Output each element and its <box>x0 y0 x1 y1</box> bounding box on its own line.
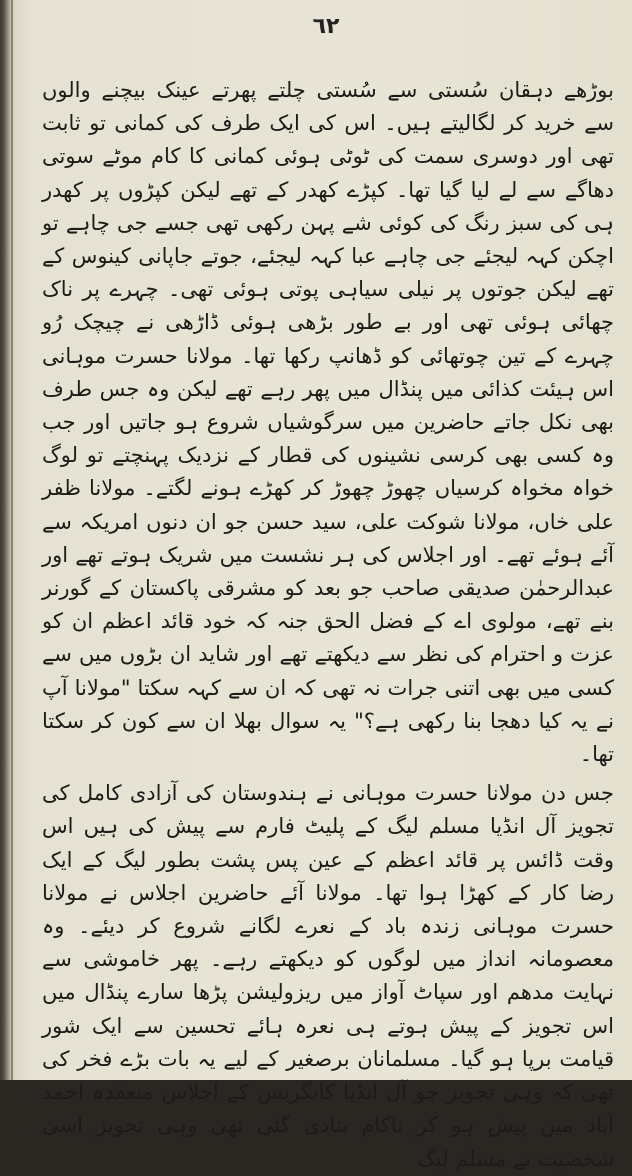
book-page <box>30 12 622 1171</box>
paragraph-1: بوڑھے دہقان سُستی سے سُستی چلتے پھرتے عینک بیچنے والوں سے خرید کر لگالیتے ہیں۔ اس کی ایک طرف کی کمانی تو ثابت تھی اور دوسری سمت کی ٹوٹی ہوئی کمانی کا کام موٹے سوتی دھاگے سے لے لیا گیا تھا۔ کپڑے کھدر کے تھے لیکن کپڑوں پر کھدر ہی کی سبز رنگ کی کوئی شے پہن رکھی تھی جسے جی چاہے تو اچکن کہہ لیجئے جی چاہے عبا کہہ لیجئے، جوتے جاپانی کینوس کے تھے لیکن جوتوں پر نیلی سیاہی پوتی ہوئی تھی۔ چہرے پر ناک چھائی ہوئی تھی اور بے طور بڑھی ہوئی ڈاڑھی نے چیچک رُو چہرے کے تین چوتھائی کو ڈھانپ رکھا تھا۔ مولانا حسرت موہانی اس ہیئت کذائی میں پنڈال میں پھر رہے تھے لیکن وہ جس طرف بھی نکل جاتے حاضرین میں سرگوشیاں شروع ہو جاتیں اور جب وہ کسی بھی کرسی نشینوں کی قطار کے نزدیک پہنچتے تو لوگ خواہ مخواہ کرسیاں چھوڑ چھوڑ کر کھڑے ہونے لگتے۔ مولانا ظفر علی خاں، مولانا شوکت علی، سید حسن جو ان دنوں امریکہ سے آئے ہوئے تھے۔ اور اجلاس کی ہر نشست میں شریک ہوتے تھے اور عبدالرحمٰن صدیقی صاحب جو بعد کو مشرقی پاکستان کے گورنر بنے تھے، مولوی اے کے فضل الحق جنہ کہ خود قائد اعظم ان کو عزت و احترام کی نظر سے دیکھتے تھے اور شاید ان بڑوں میں سے کسی میں بھی اتنی جرات نہ تھی کہ ان سے کہہ سکتا "مولانا آپ نے یہ کیا دھجا بنا رکھی ہے؟" یہ سوال بھلا ان سے کون کر سکتا تھا۔ <box>42 78 614 767</box>
book-gutter <box>11 0 13 1080</box>
paragraph-2: جس دن مولانا حسرت موہانی نے ہندوستان کی آزادی کامل کی تجویز آل انڈیا مسلم لیگ کے پلیٹ فارم سے پیش کی ہیں اس وقت ڈائس پر قائد اعظم کے عین پس پشت بطور لیگ کے ایک رضا کار کے کھڑا ہوا تھا۔ مولانا آئے حاضرین اجلاس نے مولانا حسرت موہانی زندہ باد کے نعرے لگانے شروع کر دیئے۔ وہ معصومانہ انداز میں لوگوں کو دیکھتے رہے۔ پھر خاموشی سے نہایت مدھم اور سپاٹ آواز میں ریزولیشن پڑھا سارے پنڈال میں اس تجویز کے پیش ہوتے ہی نعرہ ہائے تحسین سے ایک شور قیامت برپا ہو گیا۔ مسلمانان برصغیر کے لیے یہ بات بڑے فخر کی تھی کہ وہی تجویز جو آل انڈیا کانگریس کے اجلاس منعقدہ احمد آباد میں پیش ہو کر ناکام بنادی گئی تھی وہی تجویز اسی شخصیت نے مسلم لیگ <box>42 781 614 1171</box>
page-number: ٦٢ <box>312 14 340 39</box>
body-text <box>42 74 614 1176</box>
